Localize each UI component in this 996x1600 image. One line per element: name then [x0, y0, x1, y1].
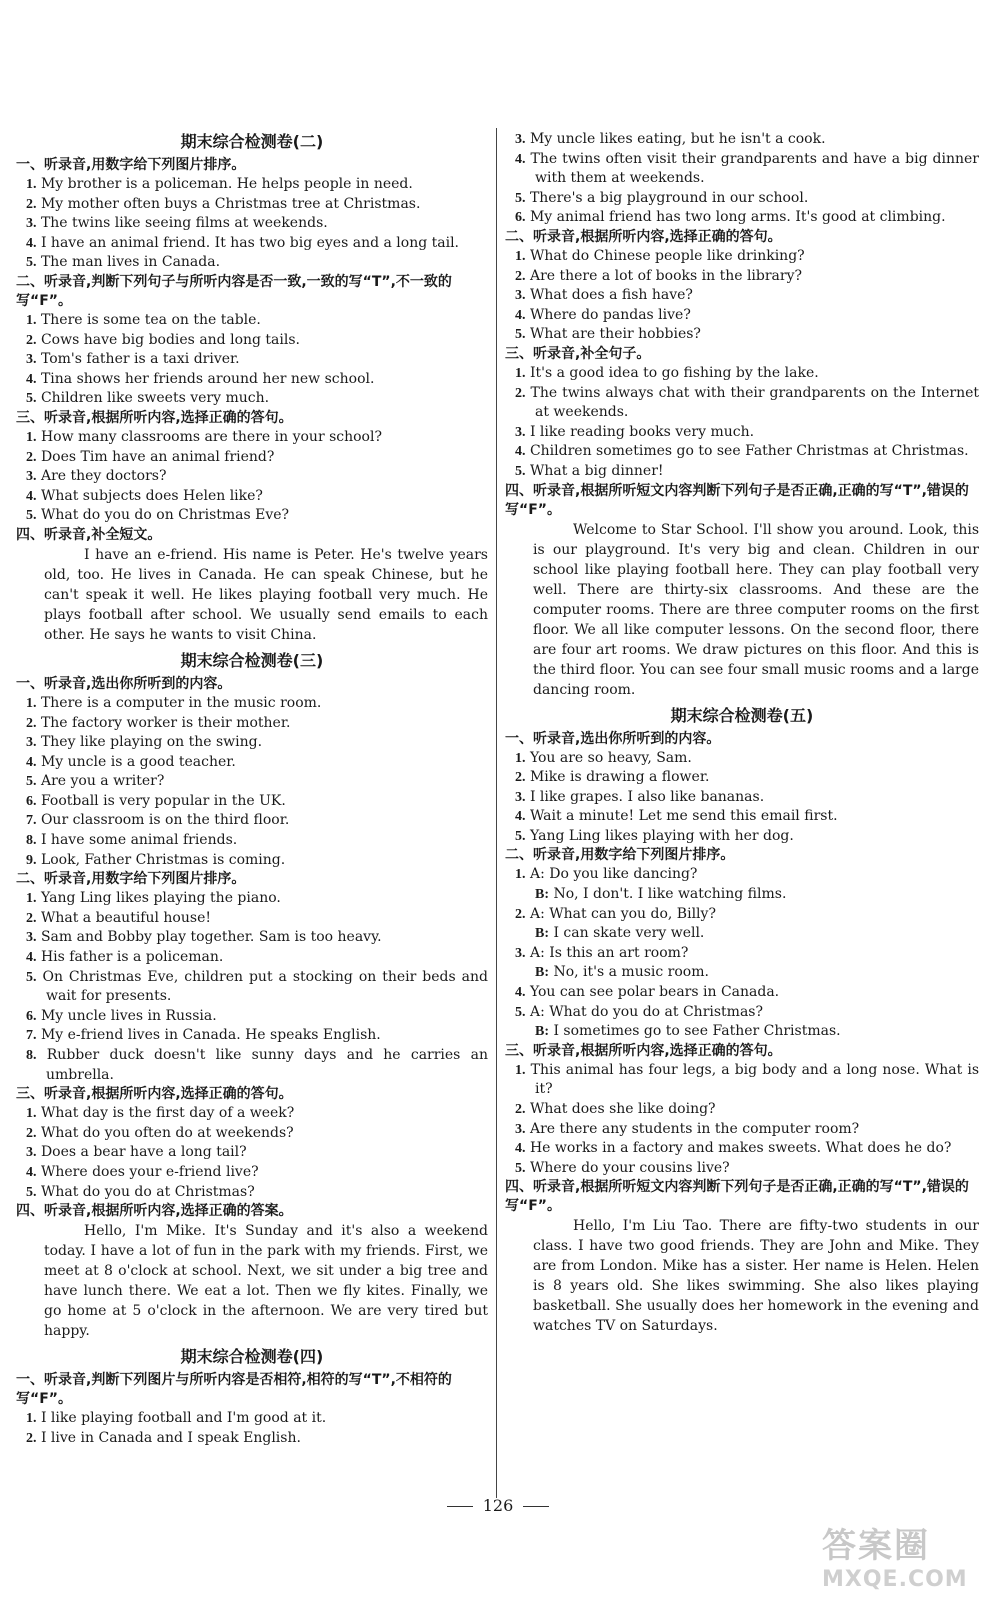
transcript-item: [16, 389, 488, 409]
item-text: What do you do at Christmas?: [40, 1183, 255, 1200]
item-number: 2.: [515, 770, 526, 786]
page-dash-right: [523, 1506, 549, 1507]
item-text: A: Is this an art room?: [529, 944, 689, 961]
section-title: 期末综合检测卷(三): [180, 650, 324, 670]
question-heading: 四、听录音,补全短文。: [16, 526, 162, 543]
item-text: You can see polar bears in Canada.: [529, 984, 780, 1001]
item-text: Our classroom is on the third floor.: [40, 812, 290, 829]
item-number: 4.: [26, 235, 37, 251]
transcript-item: [16, 753, 488, 773]
item-text: I can skate very well.: [553, 925, 705, 942]
item-number: 2.: [26, 715, 37, 731]
left-column: [16, 126, 488, 1448]
item-text: Are there a lot of books in the library?: [529, 267, 803, 284]
question-heading: 三、听录音,补全句子。: [505, 345, 651, 362]
question-heading: 二、听录音,用数字给下列图片排序。: [505, 847, 735, 864]
item-number: 8.: [26, 1048, 37, 1063]
item-text: I have an animal friend. It has two big eyes and a long tail.: [40, 234, 460, 251]
transcript-item: [505, 1159, 979, 1179]
watermark-logo-text: 答案圈: [822, 1526, 930, 1566]
item-text: My e-friend lives in Canada. He speaks English.: [40, 1027, 381, 1044]
page-number-text: 126: [482, 1496, 514, 1515]
item-text: You are so heavy, Sam.: [529, 749, 692, 766]
transcript-item: [16, 350, 488, 370]
item-number: 5.: [26, 508, 37, 524]
item-number: 8.: [26, 833, 37, 849]
transcript-item: [505, 788, 979, 808]
item-text: Tom's father is a taxi driver.: [40, 351, 240, 368]
question-heading: 一、听录音,用数字给下列图片排序。: [16, 157, 246, 173]
item-number: 4.: [515, 1141, 526, 1157]
transcript-item: [16, 175, 488, 195]
item-text: Rubber duck doesn't like sunny days and he carries an umbrella.: [46, 1047, 488, 1083]
transcript-item: [505, 983, 979, 1003]
item-number: 4.: [26, 488, 37, 504]
transcript-item: [16, 331, 488, 351]
item-number: 1.: [26, 1106, 37, 1122]
item-text: A: What do you do at Christmas?: [529, 1003, 763, 1020]
item-text: Where do your cousins live?: [529, 1159, 730, 1176]
item-number: 4.: [26, 950, 37, 966]
item-text: Mike is drawing a flower.: [529, 769, 710, 786]
transcript-item: [505, 286, 979, 306]
item-text: What does she like doing?: [529, 1101, 716, 1117]
section-title: 期末综合检测卷(四): [180, 1347, 324, 1367]
transcript-item: [16, 1007, 488, 1027]
item-text: I like playing football and I'm good at it.: [40, 1410, 327, 1427]
question-heading: 三、听录音,根据所听内容,选择正确的答句。: [505, 1042, 782, 1059]
item-text: The twins like seeing films at weekends.: [40, 215, 328, 232]
transcript-item: [505, 885, 979, 905]
item-text: I live in Canada and I speak English.: [40, 1429, 301, 1446]
item-number: 3.: [26, 216, 37, 232]
item-number: B:: [535, 926, 549, 942]
transcript-item: [505, 267, 979, 287]
transcript-item: [16, 1046, 488, 1085]
transcript-item: [505, 1061, 979, 1100]
transcript-item: [16, 948, 488, 968]
item-number: 5.: [26, 391, 37, 407]
item-text: They like playing on the swing.: [40, 734, 263, 751]
item-number: 4.: [515, 307, 526, 323]
transcript-item: [505, 1003, 979, 1023]
transcript-item: [16, 1143, 488, 1163]
item-number: 6.: [26, 793, 37, 809]
item-number: 9.: [26, 852, 37, 868]
item-text: What does a fish have?: [529, 287, 693, 304]
section-title: 期末综合检测卷(五): [670, 705, 814, 725]
question-heading: 二、听录音,根据所听内容,选择正确的答句。: [505, 228, 782, 245]
item-number: 3.: [26, 1145, 37, 1161]
item-text: There is a computer in the music room.: [40, 694, 322, 711]
item-number: 4.: [26, 371, 37, 387]
item-number: 3.: [26, 735, 37, 751]
passage-paragraph: Hello, I'm Liu Tao. There are fifty-two students in our class. I have two good friends. They are John and Mike. They are from London. Mike has a sister. Her name is Helen. Helen is 8 years old. She likes swimming. She also likes playing basketball. She usually does her homework in the evening and watches TV on Saturdays.: [533, 1218, 979, 1335]
item-text: The factory worker is their mother.: [40, 714, 291, 731]
item-number: 3.: [515, 132, 526, 147]
transcript-item: [16, 733, 488, 753]
transcript-item: [505, 150, 979, 189]
item-text: What do you often do at weekends?: [40, 1124, 294, 1141]
item-text: Children sometimes go to see Father Christmas at Christmas.: [529, 443, 969, 460]
item-number: 1.: [515, 248, 526, 264]
transcript-item: [16, 1429, 488, 1449]
transcript-item: [16, 1104, 488, 1124]
transcript-item: [16, 694, 488, 714]
transcript-item: [505, 944, 979, 964]
question-heading: 四、听录音,根据所听内容,选择正确的答案。: [16, 1203, 293, 1220]
item-number: 1.: [515, 750, 526, 766]
item-number: 5.: [515, 327, 526, 343]
page-dash-left: [447, 1506, 473, 1507]
transcript-item: [505, 1100, 979, 1120]
item-number: 5.: [26, 969, 37, 985]
item-text: What do you do on Christmas Eve?: [40, 507, 290, 524]
item-text: I like grapes. I also like bananas.: [529, 788, 765, 805]
transcript-item: [16, 1183, 488, 1203]
item-text: My uncle lives in Russia.: [40, 1007, 217, 1024]
item-number: 5.: [515, 1160, 526, 1176]
transcript-item: [505, 768, 979, 788]
transcript-item: [16, 851, 488, 871]
item-text: Cows have big bodies and long tails.: [40, 331, 300, 348]
passage-paragraph: Welcome to Star School. I'll show you around. Look, this is our playground. It's very big and clean. Children in our school like playing football here. They can play football very well. There are thirty-six classrooms. And these are the computer rooms. There are three computer rooms on the first floor. We all like computer lessons. On the second floor, there are four art rooms. We draw pictures on this floor. And this is the third floor. You can see four small music rooms and a large dancing room.: [533, 521, 979, 698]
item-number: 2.: [26, 332, 37, 348]
item-text: On Christmas Eve, children put a stocking on their beds and wait for presents.: [42, 968, 488, 1005]
item-number: 4.: [515, 809, 526, 825]
transcript-item: [16, 467, 488, 487]
item-text: My uncle is a good teacher.: [40, 753, 236, 770]
item-text: I like reading books very much.: [529, 423, 755, 440]
watermark-url: MXQE.COM: [822, 1567, 968, 1592]
transcript-item: [505, 924, 979, 944]
transcript-item: [16, 889, 488, 909]
item-number: 3.: [26, 469, 37, 485]
transcript-item: [16, 968, 488, 1007]
question-heading: 一、听录音,选出你所听到的内容。: [505, 730, 721, 747]
item-text: My brother is a policeman. He helps people in need.: [40, 176, 413, 192]
transcript-item: [505, 963, 979, 983]
item-number: 5.: [26, 774, 37, 790]
transcript-item: [16, 1163, 488, 1183]
item-number: 5.: [515, 463, 526, 479]
transcript-item: [505, 462, 979, 482]
transcript-item: [505, 1120, 979, 1140]
transcript-item: [505, 807, 979, 827]
item-text: Look, Father Christmas is coming.: [40, 851, 286, 868]
item-number: 4.: [26, 1164, 37, 1180]
transcript-item: [16, 1026, 488, 1046]
transcript-item: [16, 487, 488, 507]
item-number: 4.: [515, 151, 526, 167]
item-text: What do Chinese people like drinking?: [529, 247, 805, 264]
question-heading: 四、听录音,根据所听短文内容判断下列句子是否正确,正确的写“T”,错误的写“F”。: [505, 1179, 969, 1215]
transcript-item: [16, 1409, 488, 1429]
item-number: 6.: [515, 210, 526, 226]
transcript-item: [505, 247, 979, 267]
item-number: 5.: [515, 1004, 526, 1020]
item-number: 7.: [26, 1028, 37, 1044]
item-text: What a big dinner!: [529, 462, 664, 479]
transcript-item: [505, 442, 979, 462]
section-title: 期末综合检测卷(二): [180, 132, 324, 151]
item-text: There is some tea on the table.: [40, 311, 261, 328]
item-number: B:: [535, 887, 549, 903]
transcript-item: [16, 214, 488, 234]
transcript-item: [16, 234, 488, 254]
item-number: 5.: [515, 190, 526, 206]
item-number: 5.: [515, 828, 526, 844]
item-number: 2.: [515, 268, 526, 284]
item-number: 7.: [26, 813, 37, 829]
question-heading: 一、听录音,判断下列图片与所听内容是否相符,相符的写“T”,不相符的写“F”。: [16, 1372, 452, 1408]
item-number: 1.: [26, 177, 37, 192]
item-number: 1.: [26, 891, 37, 907]
item-text: Yang Ling likes playing the piano.: [40, 890, 281, 907]
item-number: 1.: [26, 429, 37, 445]
item-text: My uncle likes eating, but he isn't a cook.: [529, 131, 826, 147]
transcript-item: [16, 448, 488, 468]
transcript-item: [505, 364, 979, 384]
item-number: 2.: [515, 385, 526, 401]
transcript-item: [16, 831, 488, 851]
item-number: 1.: [515, 1062, 526, 1078]
item-text: Are they doctors?: [40, 468, 167, 485]
item-number: 2.: [26, 1125, 37, 1141]
transcript-item: [505, 827, 979, 847]
question-heading: 二、听录音,用数字给下列图片排序。: [16, 871, 246, 888]
transcript-item: [505, 905, 979, 925]
item-number: 5.: [26, 1184, 37, 1200]
item-number: 2.: [26, 449, 37, 465]
transcript-item: [16, 428, 488, 448]
transcript-item: [16, 1124, 488, 1144]
item-text: My mother often buys a Christmas tree at Christmas.: [40, 195, 421, 212]
item-number: 3.: [515, 424, 526, 440]
item-number: 3.: [26, 930, 37, 946]
item-number: 2.: [26, 910, 37, 926]
item-text: Are you a writer?: [40, 773, 165, 790]
item-text: Sam and Bobby play together. Sam is too heavy.: [40, 929, 382, 946]
page-number: [0, 1496, 996, 1515]
item-text: Where does your e-friend live?: [40, 1163, 259, 1180]
item-number: 1.: [515, 365, 526, 381]
item-number: 3.: [515, 789, 526, 805]
question-heading: 四、听录音,根据所听短文内容判断下列句子是否正确,正确的写“T”,错误的写“F”。: [505, 482, 969, 518]
column-divider: [496, 128, 497, 1498]
transcript-item: [16, 909, 488, 929]
transcript-item: [505, 306, 979, 326]
item-number: 1.: [26, 312, 37, 328]
transcript-item: [16, 792, 488, 812]
question-heading: 一、听录音,选出你所听到的内容。: [16, 675, 232, 692]
item-text: What a beautiful house!: [40, 909, 211, 926]
item-number: 4.: [26, 754, 37, 770]
transcript-item: [16, 370, 488, 390]
passage-paragraph: I have an e-friend. His name is Peter. He's twelve years old, too. He lives in Canada. He can speak Chinese, but he can't speak it well. He likes playing football very much. He plays football after school. We usually send emails to each other. He says he wants to visit China.: [44, 546, 488, 643]
item-number: 6.: [26, 1008, 37, 1024]
item-number: 1.: [515, 867, 526, 883]
transcript-item: [16, 928, 488, 948]
item-text: Children like sweets very much.: [40, 390, 270, 407]
item-number: 2.: [515, 906, 526, 922]
transcript-item: [16, 253, 488, 273]
transcript-item: [505, 130, 979, 150]
transcript-item: [16, 311, 488, 331]
item-text: My animal friend has two long arms. It's good at climbing.: [529, 209, 946, 226]
item-text: The twins often visit their grandparents and have a big dinner with them at weekends.: [530, 150, 979, 187]
item-text: Does a bear have a long tail?: [40, 1144, 247, 1161]
item-text: It's a good idea to go fishing by the lake.: [529, 364, 819, 381]
item-number: 2.: [515, 1102, 526, 1117]
transcript-item: [16, 811, 488, 831]
item-number: 1.: [26, 1411, 37, 1427]
item-text: How many classrooms are there in your school?: [40, 428, 382, 445]
item-number: 3.: [515, 945, 526, 961]
item-text: Are there any students in the computer room?: [529, 1120, 860, 1137]
item-text: The twins always chat with their grandparents on the Internet at weekends.: [530, 384, 979, 421]
item-text: Yang Ling likes playing with her dog.: [529, 827, 794, 844]
item-text: Where do pandas live?: [529, 306, 691, 323]
item-text: This animal has four legs, a big body and a long nose. What is it?: [530, 1061, 980, 1098]
transcript-item: [16, 772, 488, 792]
right-column: [505, 130, 979, 1336]
transcript-item: [505, 749, 979, 769]
item-text: No, it's a music room.: [553, 964, 709, 981]
item-number: 4.: [515, 444, 526, 460]
item-text: Football is very popular in the UK.: [40, 792, 286, 809]
transcript-item: [16, 506, 488, 526]
item-text: What are their hobbies?: [529, 326, 701, 343]
item-text: A: What can you do, Billy?: [529, 905, 716, 922]
transcript-item: [505, 208, 979, 228]
transcript-item: [16, 195, 488, 215]
transcript-item: [505, 423, 979, 443]
item-number: 5.: [26, 255, 37, 271]
transcript-item: [505, 384, 979, 423]
item-text: There's a big playground in our school.: [529, 189, 809, 206]
item-text: What day is the first day of a week?: [40, 1105, 295, 1122]
watermark-logo: [822, 1518, 984, 1590]
item-text: What subjects does Helen like?: [40, 487, 263, 504]
item-number: 3.: [515, 1121, 526, 1137]
transcript-item: [505, 189, 979, 209]
question-heading: 三、听录音,根据所听内容,选择正确的答句。: [16, 1086, 293, 1103]
item-number: 1.: [26, 695, 37, 711]
transcript-item: [505, 865, 979, 885]
item-text: A: Do you like dancing?: [529, 866, 698, 883]
item-text: No, I don't. I like watching films.: [553, 886, 787, 903]
item-text: I sometimes go to see Father Christmas.: [553, 1023, 841, 1040]
item-number: 3.: [515, 288, 526, 304]
item-text: His father is a policeman.: [40, 949, 224, 966]
passage-paragraph: Hello, I'm Mike. It's Sunday and it's also a weekend today. I have a lot of fun in the park with my friends. First, we meet at 8 o'clock at school. Next, we sit under a big tree and have lunch there. We eat a lot. Then we fly kites. Finally, we go home at 5 o'clock in the afternoon. We are very tired but happy.: [44, 1223, 488, 1340]
item-text: I have some animal friends.: [40, 832, 238, 849]
item-text: Tina shows her friends around her new school.: [40, 370, 375, 387]
item-number: 4.: [515, 985, 526, 1001]
question-heading: 二、听录音,判断下列句子与所听内容是否一致,一致的写“T”,不一致的写“F”。: [16, 273, 452, 309]
transcript-item: [505, 1022, 979, 1042]
item-text: He works in a factory and makes sweets. What does he do?: [529, 1140, 952, 1157]
transcript-item: [505, 1139, 979, 1159]
item-text: Wait a minute! Let me send this email first.: [529, 808, 838, 825]
item-number: B:: [535, 1024, 549, 1040]
item-text: Does Tim have an animal friend?: [40, 448, 275, 465]
transcript-item: [16, 714, 488, 734]
item-number: 2.: [26, 196, 37, 212]
item-text: The man lives in Canada.: [40, 254, 221, 271]
question-heading: 三、听录音,根据所听内容,选择正确的答句。: [16, 409, 293, 426]
item-number: 3.: [26, 352, 37, 368]
item-number: B:: [535, 965, 549, 981]
transcript-item: [505, 325, 979, 345]
item-number: 2.: [26, 1430, 37, 1446]
